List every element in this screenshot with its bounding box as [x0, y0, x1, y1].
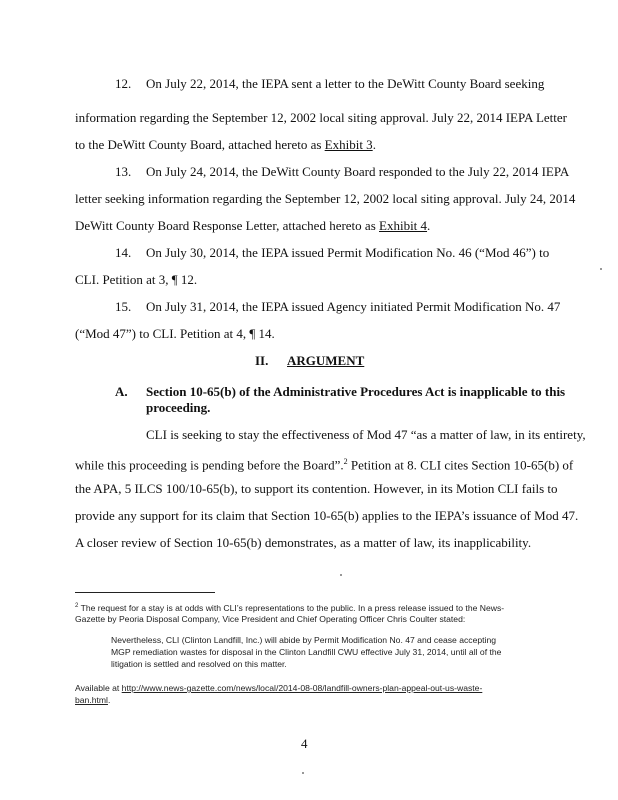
paragraph-15-line-2: (“Mod 47”) to CLI. Petition at 4, ¶ 14.	[75, 326, 275, 341]
scan-speck	[302, 772, 304, 774]
paragraph-14-line-2: CLI. Petition at 3, ¶ 12.	[75, 272, 198, 287]
paragraph-15-number: 15.	[115, 299, 132, 314]
section-numeral: II.	[255, 353, 269, 368]
argument-line-4: provide any support for its claim that Section 10-65(b) applies to the IEPA’s issuance of Mod 47.	[75, 508, 579, 523]
footnote-source-line-1: Available at http://www.news-gazette.com/news/local/2014-08-08/landfill-owners-plan-appeal-out-us-waste-	[75, 683, 483, 693]
paragraph-12-line-3: to the DeWitt County Board, attached hereto as Exhibit 3.	[75, 137, 376, 152]
paragraph-14-number: 14.	[115, 245, 132, 260]
footnote-line-1: $^2$ The request for a stay is at odds with CLI’s representations to the public. In a press release issued to the News-	[75, 602, 505, 613]
subsection-title-line-1: Section 10-65(b) of the Administrative Procedures Act is inapplicable to this	[146, 384, 566, 399]
paragraph-13-line-3: DeWitt County Board Response Letter, attached hereto as Exhibit 4.	[75, 218, 431, 233]
paragraph-14-line-1: On July 30, 2014, the IEPA issued Permit Modification No. 46 (“Mod 46”) to	[146, 245, 550, 260]
subsection-title-line-2: proceeding.	[146, 400, 211, 415]
argument-line-5: A closer review of Section 10-65(b) demonstrates, as a matter of law, its inapplicability.	[75, 535, 532, 550]
exhibit-4-link[interactable]: Exhibit 4	[379, 218, 428, 233]
paragraph-13-number: 13.	[115, 164, 132, 179]
argument-line-3: the APA, 5 ILCS 100/10-65(b), to support its contention. However, in its Motion CLI fails to	[75, 481, 558, 496]
news-gazette-link-continued[interactable]: ban.html	[75, 695, 108, 705]
footnote-source-line-2: ban.html.	[75, 695, 111, 705]
paragraph-12-line-2: information regarding the September 12, 2002 local siting approval. July 22, 2014 IEPA Letter	[75, 110, 567, 125]
section-title: ARGUMENT	[287, 353, 365, 368]
news-gazette-link[interactable]: http://www.news-gazette.com/news/local/2014-08-08/landfill-owners-plan-appeal-out-us-waste-	[121, 683, 483, 693]
page-number: 4	[301, 736, 308, 751]
paragraph-15-line-1: On July 31, 2014, the IEPA issued Agency initiated Permit Modification No. 47	[146, 299, 561, 314]
footnote-reference[interactable]: 2	[343, 457, 348, 466]
footnote-line-2: Gazette by Peoria Disposal Company, Vice President and Chief Operating Officer Chris Coulter stated:	[75, 614, 466, 624]
footnote-quote-line-2: MGP remediation wastes for disposal in the Clinton Landfill CWU effective July 31, 2014, until all of the	[111, 647, 502, 657]
scan-speck	[600, 268, 602, 270]
footnote-quote-line-3: litigation is settled and resolved on this matter.	[111, 659, 287, 669]
paragraph-13-line-1: On July 24, 2014, the DeWitt County Board responded to the July 22, 2014 IEPA	[146, 164, 570, 179]
subsection-letter: A.	[115, 384, 128, 399]
paragraph-13-line-2: letter seeking information regarding the September 12, 2002 local siting approval. July 24, 2014	[75, 191, 576, 206]
footnote-quote-line-1: Nevertheless, CLI (Clinton Landfill, Inc.) will abide by Permit Modification No. 47 and cease accepting	[111, 635, 496, 645]
scan-speck	[340, 574, 342, 576]
paragraph-12-number: 12.	[115, 76, 132, 91]
paragraph-12-line-1: On July 22, 2014, the IEPA sent a letter to the DeWitt County Board seeking	[146, 76, 545, 91]
footnote-separator	[75, 592, 215, 593]
argument-line-1: CLI is seeking to stay the effectiveness of Mod 47 “as a matter of law, in its entirety,	[146, 427, 586, 442]
exhibit-3-link[interactable]: Exhibit 3	[324, 137, 373, 152]
argument-line-2: while this proceeding is pending before the Board”.$^2$ Petition at 8. CLI cites Section 10-65(b) of	[75, 457, 574, 473]
